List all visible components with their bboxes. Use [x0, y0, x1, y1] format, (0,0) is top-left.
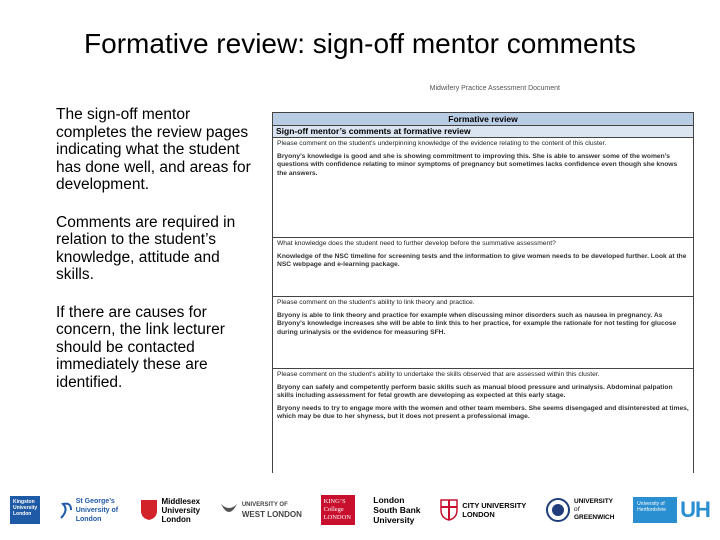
- middlesex-shield-icon: [140, 499, 158, 521]
- hertfordshire-logo: [633, 497, 710, 523]
- uwl-logo: [219, 500, 302, 520]
- lsbu-logo: [373, 495, 420, 525]
- middlesex-text: [161, 497, 200, 524]
- greenwich-line-1: UNIVERSITY: [574, 498, 614, 505]
- section-prompt: Please comment on the student’s ability to link theory and practice.: [277, 299, 475, 306]
- greenwich-text: [574, 498, 614, 522]
- kings-logo-box: KING’S College LONDON: [321, 495, 355, 525]
- middlesex-line-3: London: [161, 514, 191, 524]
- st-georges-logo: [59, 497, 122, 524]
- city-university-logo: [439, 498, 526, 522]
- greenwich-logo: [545, 497, 614, 523]
- middlesex-line-2: University: [161, 505, 201, 515]
- section-prompt: What knowledge does the student need to further develop before the summative assessment?: [277, 240, 556, 247]
- document-header: Midwifery Practice Assessment Document: [429, 85, 560, 92]
- lsbu-text: [373, 495, 420, 525]
- kings-college-logo: [321, 495, 355, 525]
- lsbu-line-1: London: [373, 495, 405, 505]
- document-excerpt: [272, 80, 694, 460]
- uwl-line-2: WEST LONDON: [241, 510, 302, 519]
- paragraph-1: The sign-off mentor completes the review pages indicating what the student has done well, and areas for development.: [56, 106, 251, 193]
- section-answer: Bryony can safely and competently perform basic skills such as manual blood pressure and urinalysis. Abdominal palpation skills including assessment for fetal growth are developing as expected at this early stage.: [277, 383, 673, 400]
- uwl-wing-icon: [219, 500, 239, 520]
- university-logos: [10, 488, 710, 532]
- kingston-logo: [10, 496, 40, 524]
- middlesex-logo: [140, 497, 200, 524]
- uwl-text: [242, 501, 302, 519]
- uwl-line-1: UNIVERSITY OF: [241, 502, 288, 508]
- slide-title: Formative review: sign-off mentor comments: [84, 28, 636, 59]
- paragraph-3: If there are causes for concern, the link lecturer should be contacted immediately these are identified.: [56, 303, 225, 391]
- hertfordshire-logo-box: University of Hertfordshire: [633, 497, 677, 523]
- lsbu-line-3: University: [373, 515, 415, 525]
- city-text: [462, 501, 526, 519]
- city-crest-icon: [439, 498, 459, 522]
- review-table: [272, 112, 694, 473]
- develop-knowledge-section: [273, 238, 693, 297]
- section-answer: Bryony is able to link theory and practice for example when discussing minor disorders such as nausea in pregnancy. As Bryony’s knowledge increases she will be able to link this to her practice, for example the rationale for not testing for glucose during urinalysis or the evidence for measuring SFH.: [277, 311, 677, 336]
- section-prompt: Please comment on the student’s ability to undertake the skills observed that are assessed within this cluster.: [277, 371, 600, 378]
- paragraph-2: Comments are required in relation to the student’s knowledge, attitude and skills.: [56, 213, 236, 283]
- section-answer: Bryony’s knowledge is good and she is showing commitment to improving this. She is able to answer some of the women’s questions with confidence relating to minor symptoms of pregnancy but sometimes lacks confidence even though she knows the answers.: [277, 152, 678, 177]
- lsbu-line-2: South Bank: [373, 505, 421, 515]
- greenwich-crest-icon: [545, 497, 571, 523]
- st-georges-swirl-icon: [59, 500, 73, 520]
- section-answer-2: Bryony needs to try to engage more with the women and other team members. She seems disengaged and disinterested at times, which may be due to her shyness, but it does not present a professional image.: [277, 404, 689, 421]
- st-georges-text: St George’s University of London: [75, 497, 119, 523]
- greenwich-line-2: of: [574, 506, 580, 513]
- formative-review-heading: Formative review: [273, 113, 693, 126]
- section-answer: Knowledge of the NSC timeline for screening tests and the information to give women needs to be developed further. Look at the NSC webpage and e-learning package.: [277, 252, 687, 269]
- skills-section: [273, 369, 693, 473]
- theory-practice-section: [273, 297, 693, 369]
- city-line-1: CITY UNIVERSITY: [462, 501, 527, 510]
- knowledge-section: [273, 138, 693, 238]
- left-text-block: [56, 106, 256, 411]
- uh-mark: UH: [680, 497, 710, 522]
- section-prompt: Please comment on the student’s underpinning knowledge of the evidence relating to the content of this cluster.: [277, 140, 607, 147]
- middlesex-line-1: Middlesex: [161, 496, 201, 506]
- mentor-comments-heading: Sign-off mentor’s comments at formative review: [273, 126, 693, 138]
- city-line-2: LONDON: [462, 510, 495, 519]
- greenwich-line-3: GREENWICH: [574, 514, 615, 521]
- kingston-logo-box: Kingston University London: [10, 496, 40, 524]
